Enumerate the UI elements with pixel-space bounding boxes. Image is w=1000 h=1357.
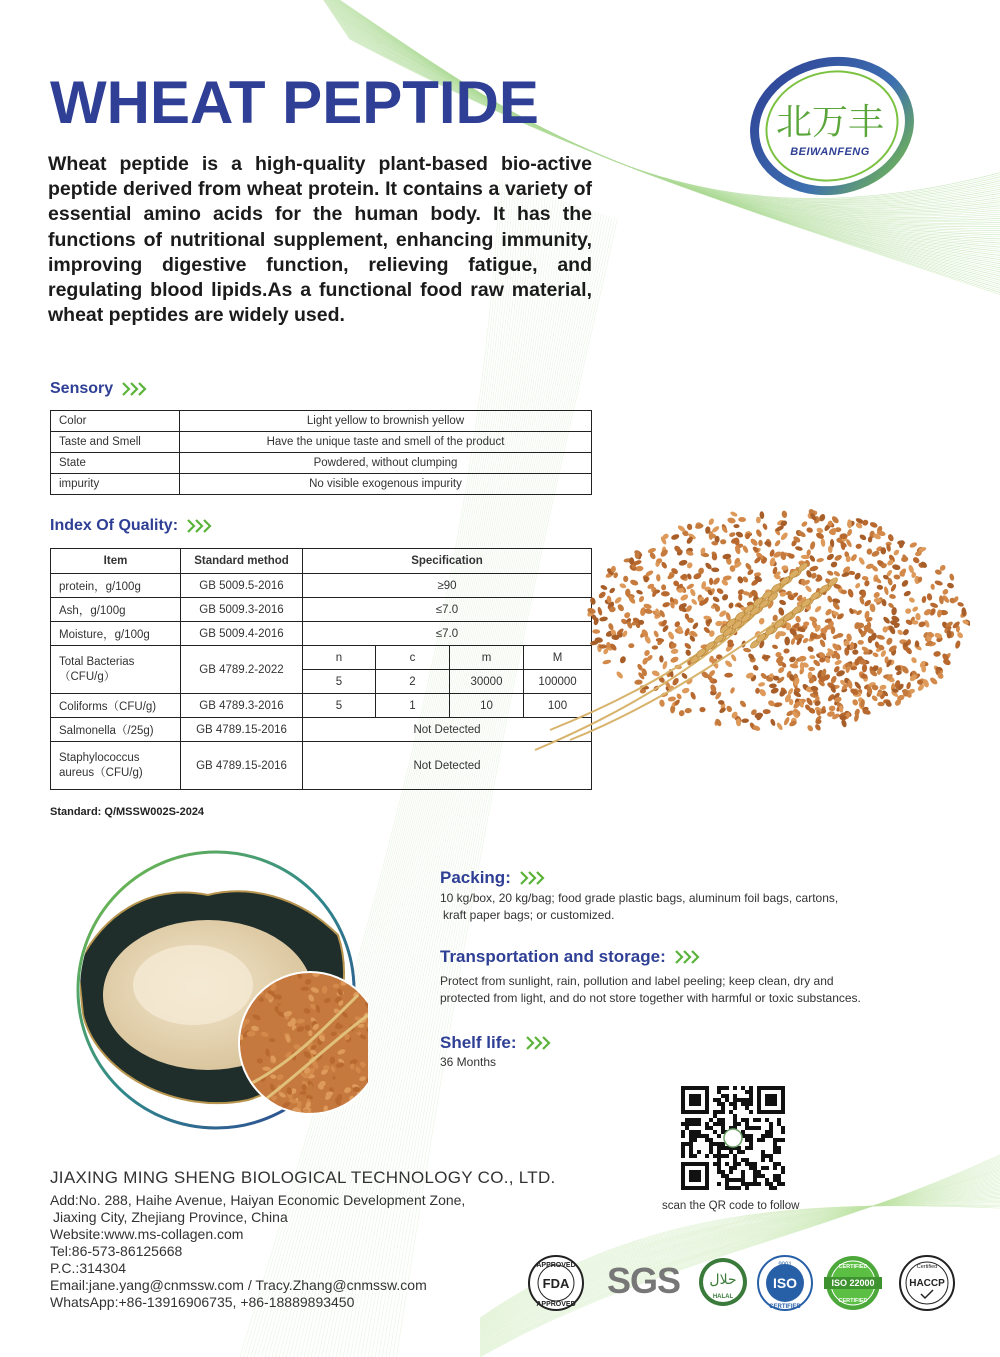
quality-heading-text: Index Of Quality:: [50, 517, 179, 534]
haccp-badge-icon: [898, 1254, 956, 1312]
tel: Tel:86-573-86125668: [50, 1243, 183, 1259]
intro-paragraph: Wheat peptide is a high-quality plant-based bio-active peptide derived from wheat protein. It contains a variety of essential amino acids for the human body. It has the functions of nutritional supplement, enhancing immunity, improving digestive function, relieving fatigue, and regulating blood lipids.As a functional food raw material, wheat peptides are widely used.: [48, 153, 592, 327]
packing-heading: [440, 868, 547, 888]
table-row: [51, 432, 592, 453]
col-M: M: [524, 646, 592, 670]
logo-english-text: BEIWANFENG: [790, 146, 870, 158]
chevron-right-icon: [519, 870, 547, 886]
halal-badge-icon: [697, 1254, 749, 1310]
fda-badge-icon: [527, 1254, 585, 1312]
transport-line2: protected from light, and do not store together with harmful or toxic substances.: [440, 991, 861, 1005]
val-n: 5: [303, 694, 376, 718]
table-row: [51, 742, 592, 790]
val-c: 1: [376, 694, 450, 718]
transport-line1: Protect from sunlight, rain, pollution and label peeling; keep clean, dry and: [440, 974, 834, 988]
whatsapp: WhatsApp:+86-13916906735, +86-18889893450: [50, 1294, 355, 1310]
cell-spec: Not Detected: [303, 742, 592, 790]
sensory-label: Taste and Smell: [51, 432, 180, 453]
val-m: 30000: [450, 670, 524, 694]
header-spec: Specification: [303, 549, 592, 574]
sensory-label: State: [51, 453, 180, 474]
postal-code: P.C.:314304: [50, 1260, 127, 1276]
powder-bowl-image: [68, 845, 368, 1135]
header-item: Item: [51, 549, 181, 574]
val-M: 100000: [524, 670, 592, 694]
address-line2: Jiaxing City, Zhejiang Province, China: [53, 1209, 288, 1225]
chevron-right-icon: [121, 381, 149, 397]
packing-heading-text: Packing:: [440, 868, 511, 887]
sensory-value: Powdered, without clumping: [180, 453, 592, 474]
cell-spec: Not Detected: [303, 718, 592, 742]
iso22000-bot-text: CERTIFIED: [838, 1298, 868, 1304]
sensory-value: Light yellow to brownish yellow: [180, 411, 592, 432]
halal-text: HALAL: [712, 1294, 734, 1300]
website-link[interactable]: Website:www.ms-collagen.com: [50, 1226, 244, 1242]
chevron-right-icon: [186, 518, 214, 534]
shelf-heading-text: Shelf life:: [440, 1033, 517, 1052]
cell-spec: ≥90: [303, 574, 592, 598]
val-n: 5: [303, 670, 376, 694]
haccp-text: HACCP: [909, 1278, 945, 1289]
fda-mid-text: FDA: [542, 1276, 570, 1291]
quality-heading: [50, 517, 214, 535]
contact-block: [50, 1192, 465, 1311]
transport-text: [440, 973, 861, 1007]
packing-line2: kraft paper bags; or customized.: [443, 908, 615, 922]
sgs-badge-icon: SGS: [607, 1260, 681, 1301]
iso-bot-text: CERTIFIED: [769, 1304, 801, 1310]
cell-spec: ≤7.0: [303, 622, 592, 646]
staph-item-line2: aureus（CFU/g): [59, 766, 143, 779]
table-row: [51, 453, 592, 474]
iso22000-badge-icon: [820, 1254, 886, 1312]
cell-item: Moisture，g/100g: [51, 622, 181, 646]
cell-method: GB 5009.4-2016: [181, 622, 303, 646]
haccp-top-text: Certified: [916, 1264, 938, 1270]
transport-heading: [440, 947, 702, 967]
cell-method: GB 5009.3-2016: [181, 598, 303, 622]
bacteria-item-line1: Total Bacterias: [59, 655, 135, 668]
cell-spec: ≤7.0: [303, 598, 592, 622]
sensory-value: Have the unique taste and smell of the product: [180, 432, 592, 453]
sensory-label: impurity: [51, 474, 180, 495]
standard-label: Standard: Q/MSSW002S-2024: [50, 806, 205, 818]
page-title: WHEAT PEPTIDE: [50, 69, 539, 136]
email-link[interactable]: Email:jane.yang@cnmssw.com / Tracy.Zhang@cnmssw.com: [50, 1277, 427, 1293]
sensory-heading: [50, 380, 149, 398]
table-row: [51, 694, 592, 718]
sensory-table: [50, 410, 592, 495]
fda-top-text: APPROVED: [536, 1262, 576, 1269]
table-row: [51, 718, 592, 742]
table-row: [51, 574, 592, 598]
address-line1: Add:No. 288, Haihe Avenue, Haiyan Economic Development Zone,: [50, 1192, 466, 1208]
qr-caption: scan the QR code to follow: [662, 1200, 800, 1212]
shelf-heading: [440, 1033, 553, 1053]
col-c: c: [376, 646, 450, 670]
staph-item-line1: Staphylococcus: [59, 751, 140, 764]
col-m: m: [450, 646, 524, 670]
cell-item: protein，g/100g: [51, 574, 181, 598]
val-c: 2: [376, 670, 450, 694]
quality-table: [50, 548, 592, 790]
packing-line1: 10 kg/box, 20 kg/bag; food grade plastic bags, aluminum foil bags, cartons,: [440, 891, 839, 905]
shelf-value: 36 Months: [440, 1055, 497, 1069]
cell-method: GB 4789.2-2022: [181, 646, 303, 694]
val-M: 100: [524, 694, 592, 718]
cell-item: Salmonella（/25g): [51, 718, 181, 742]
sensory-label: Color: [51, 411, 180, 432]
col-n: n: [303, 646, 376, 670]
sensory-value: No visible exogenous impurity: [180, 474, 592, 495]
cell-method: GB 4789.15-2016: [181, 718, 303, 742]
iso-text: ISO: [772, 1275, 798, 1291]
svg-text:حلال: حلال: [709, 1272, 737, 1288]
cell-method: GB 4789.15-2016: [181, 742, 303, 790]
cell-method: GB 4789.3-2016: [181, 694, 303, 718]
chevron-right-icon: [674, 949, 702, 965]
cell-item: [51, 742, 181, 790]
transport-heading-text: Transportation and storage:: [440, 947, 666, 966]
iso22000-top-text: CERTIFIED: [838, 1264, 868, 1270]
cell-item: [51, 646, 181, 694]
qr-logo-icon: [724, 1129, 742, 1147]
logo-chinese-text: 北万丰: [775, 102, 884, 143]
iso22000-text: ISO 22000: [831, 1278, 875, 1288]
fda-bot-text: APPROVED: [536, 1301, 576, 1308]
brand-logo: [746, 52, 926, 197]
table-row: [51, 474, 592, 495]
chevron-right-icon: [525, 1035, 553, 1051]
table-row: [51, 622, 592, 646]
bacteria-item-line2: （CFU/g）: [59, 670, 116, 683]
table-row: [51, 411, 592, 432]
wheat-grains-image: [530, 490, 970, 760]
cell-method: GB 5009.5-2016: [181, 574, 303, 598]
table-row: [51, 646, 592, 670]
table-row: [51, 598, 592, 622]
cell-item: Ash，g/100g: [51, 598, 181, 622]
quality-header-row: [51, 549, 592, 574]
iso-top-text: 9001: [778, 1262, 792, 1268]
cell-item: Coliforms（CFU/g): [51, 694, 181, 718]
sensory-heading-text: Sensory: [50, 380, 114, 397]
iso-badge-icon: [756, 1254, 814, 1312]
val-m: 10: [450, 694, 524, 718]
company-name: JIAXING MING SHENG BIOLOGICAL TECHNOLOGY CO., LTD.: [50, 1168, 556, 1187]
packing-text: [440, 890, 838, 924]
header-method: Standard method: [181, 549, 303, 574]
qr-code[interactable]: [681, 1086, 785, 1190]
